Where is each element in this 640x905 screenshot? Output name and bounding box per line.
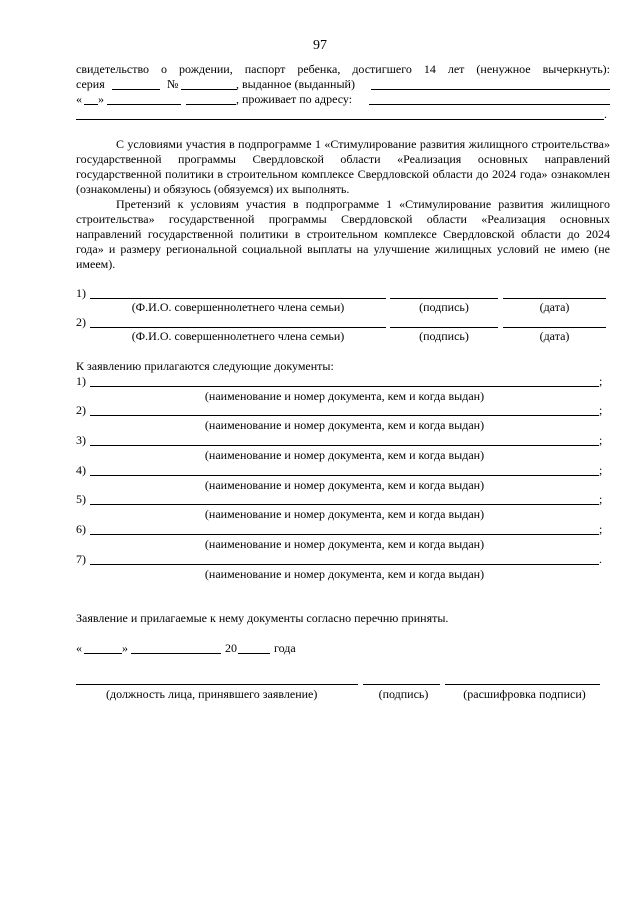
address-blank	[369, 104, 610, 105]
family-row-number: 2)	[76, 315, 86, 329]
document-number: 7)	[76, 552, 86, 566]
acceptance-year-blank	[238, 653, 270, 654]
date-quote-close: »	[98, 92, 104, 106]
family-date-label: (дата)	[539, 329, 570, 343]
document-label: (наименование и номер документа, кем и когда выдан)	[204, 418, 485, 432]
document-blank	[90, 415, 599, 416]
document-label: (наименование и номер документа, кем и когда выдан)	[204, 507, 485, 521]
issued-by-blank	[371, 89, 610, 90]
number-sign: №	[167, 77, 179, 91]
address-blank-2	[76, 119, 604, 120]
family-date-blank	[503, 327, 606, 328]
family-name-label: (Ф.И.О. совершеннолетнего члена семьи)	[131, 329, 345, 343]
acceptance-year-prefix: 20	[225, 641, 237, 655]
acceptance-year-suffix: года	[274, 641, 296, 655]
document-blank	[90, 386, 599, 387]
document-end-mark: ;	[599, 433, 603, 447]
family-name-blank	[90, 327, 386, 328]
acceptance-sign-label: (подпись)	[378, 687, 429, 701]
decode-label: (расшифровка подписи)	[463, 687, 586, 701]
document-label: (наименование и номер документа, кем и когда выдан)	[204, 567, 485, 581]
resides-label: , проживает по адресу:	[236, 92, 353, 106]
number-blank	[181, 89, 237, 90]
document-number: 3)	[76, 433, 86, 447]
day-blank	[84, 104, 98, 105]
document-number: 2)	[76, 403, 86, 417]
documents-intro: К заявлению прилагаются следующие документы:	[76, 359, 334, 373]
document-label: (наименование и номер документа, кем и когда выдан)	[204, 448, 485, 462]
document-label: (наименование и номер документа, кем и когда выдан)	[204, 389, 485, 403]
acceptance-text: Заявление и прилагаемые к нему документы согласно перечню приняты.	[76, 611, 449, 625]
document-number: 1)	[76, 374, 86, 388]
document-end-mark: ;	[599, 492, 603, 506]
document-number: 6)	[76, 522, 86, 536]
series-blank	[112, 89, 160, 90]
family-date-label: (дата)	[539, 300, 570, 314]
conditions-paragraph	[76, 137, 610, 272]
series-label: серия	[76, 77, 105, 91]
document-end-mark: ;	[599, 522, 603, 536]
family-name-blank	[90, 298, 386, 299]
document-blank	[90, 564, 599, 565]
address-period: .	[604, 107, 607, 121]
document-blank	[90, 534, 599, 535]
document-label: (наименование и номер документа, кем и когда выдан)	[204, 478, 485, 492]
document-blank	[90, 445, 599, 446]
document-number: 4)	[76, 463, 86, 477]
conditions-text: С условиями участия в подпрограмме 1 «Стимулирование развития жилищного строительства» государственной программы Свердловской области «Реализация основных направлений государственной политики в строительном комплексе Свердловской области до 2024 года» ознакомлен (ознакомлены) и обязуюсь (обязуемся) их выполнять.	[76, 137, 610, 196]
acceptance-quote-close: »	[122, 641, 128, 655]
acceptance-month-blank	[131, 653, 221, 654]
document-end-mark: ;	[599, 374, 603, 388]
acceptance-day-blank	[84, 653, 122, 654]
year-blank	[186, 104, 236, 105]
family-date-blank	[503, 298, 606, 299]
family-row-number: 1)	[76, 286, 86, 300]
document-blank	[90, 475, 599, 476]
document-end-mark: ;	[599, 463, 603, 477]
birth-certificate-line: свидетельство о рождении, паспорт ребенка, достигшего 14 лет (ненужное вычеркнуть):	[76, 62, 610, 76]
acceptance-sign-blank	[363, 684, 440, 685]
acceptance-quote-open: «	[76, 641, 82, 655]
document-number: 5)	[76, 492, 86, 506]
date-quote-open: «	[76, 92, 82, 106]
decode-blank	[445, 684, 600, 685]
family-sign-label: (подпись)	[419, 300, 469, 314]
document-end-mark: .	[599, 552, 602, 566]
document-blank	[90, 504, 599, 505]
family-sign-label: (подпись)	[419, 329, 469, 343]
position-blank	[76, 684, 358, 685]
page-number: 97	[313, 38, 327, 53]
document-end-mark: ;	[599, 403, 603, 417]
family-sign-blank	[390, 327, 498, 328]
issued-label: , выданное (выданный)	[236, 77, 355, 91]
document-label: (наименование и номер документа, кем и когда выдан)	[204, 537, 485, 551]
position-label: (должность лица, принявшего заявление)	[106, 687, 318, 701]
family-name-label: (Ф.И.О. совершеннолетнего члена семьи)	[131, 300, 345, 314]
month-blank	[107, 104, 181, 105]
family-sign-blank	[390, 298, 498, 299]
claims-text: Претензий к условиям участия в подпрограмме 1 «Стимулирование развития жилищного строительства» государственной программы Свердловской области «Реализация основных направлений государственной политики в строительном комплексе Свердловской области до 2024 года» и размеру региональной социальной выплаты на улучшение жилищных условий не имею (не имеем).	[76, 197, 610, 271]
